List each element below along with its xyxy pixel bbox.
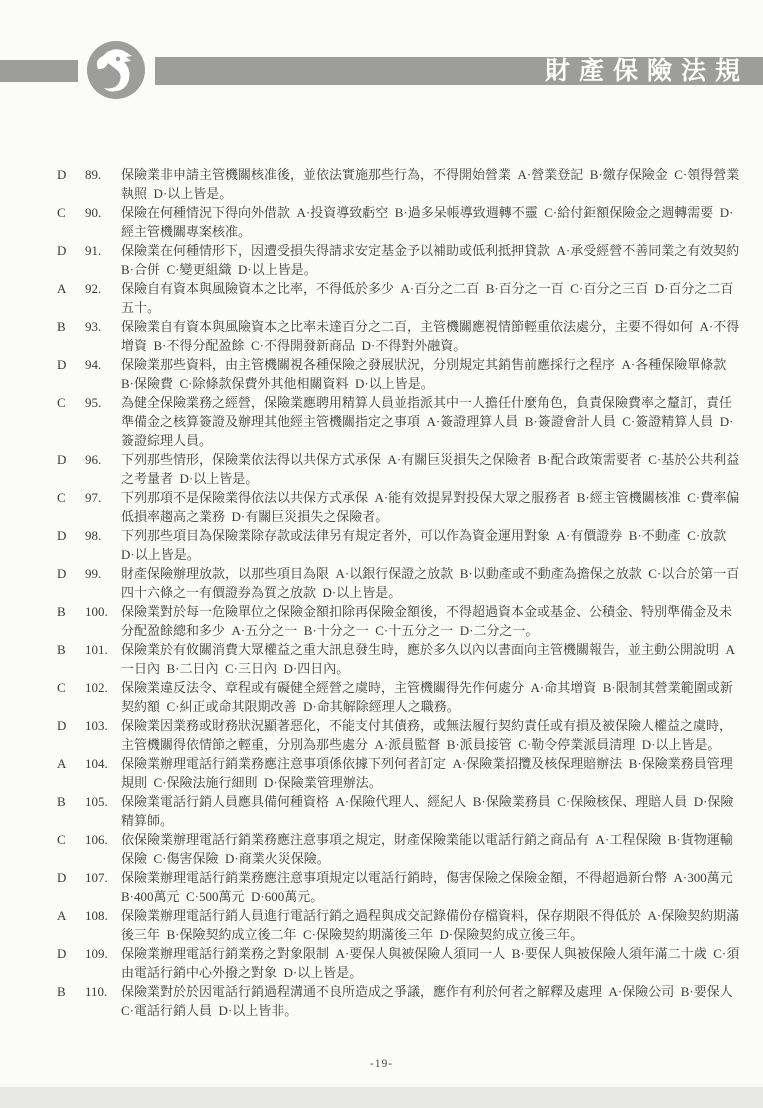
question-text: 保險業對於於因電話行銷過程溝通不良所造成之爭議，應作有利於何者之解釋及處理 A·保險公司 B·要保人 C·電話行銷人員 D·以上皆非。 — [121, 984, 740, 1018]
question-number: 93. — [85, 319, 102, 334]
answer-letter: C — [57, 395, 66, 410]
question-row — [57, 241, 746, 279]
question-row — [57, 830, 741, 868]
question-text: 保險在何種情況下得向外借款 A·投資導致虧空 B·過多呆帳導致週轉不靈 C·給付鉅額保險金之週轉需要 D·經主管機關專案核准。 — [121, 205, 734, 239]
question-list — [0, 140, 763, 1020]
question-text: 保險業在何種情形下，因遭受損失得請求安定基金予以補助或低利抵押貸款 A·承受經營不善同業之有效契約 B·合併 C·變更組織 D·以上皆是。 — [121, 243, 746, 277]
page-header — [0, 0, 763, 140]
answer-letter: A — [57, 756, 67, 771]
question-text: 財產保險辦理放款，以那些項目為限 A·以銀行保證之放款 B·以動產或不動產為擔保之放款 C·以合於第一百四十六條之一有價證券為質之放款 D·以上皆是。 — [121, 566, 740, 600]
question-number: 105. — [85, 794, 108, 809]
question-text: 保險業辦理電話行銷業務應注意事項規定以電話行銷時，傷害保險之保險金額，不得超過新台幣 A·300萬元 B·400萬元 C·500萬元 D·600萬元。 — [121, 870, 740, 904]
question-text: 保險業於有攸關消費大眾權益之重大訊息發生時，應於多久以內以書面向主管機關報告，並主動公開說明 A一日內 B·二日內 C·三日內 D·四日內。 — [121, 642, 735, 676]
question-number: 109. — [85, 946, 108, 961]
question-number: 107. — [85, 870, 108, 885]
question-row — [57, 317, 741, 355]
dragon-logo-icon — [87, 41, 145, 99]
question-number: 106. — [85, 832, 108, 847]
question-number: 101. — [85, 642, 108, 657]
question-text: 下列那些項目為保險業除存款或法律另有規定者外，可以作為資金運用對象 A·有價證券 B·不動產 C·放款 D·以上皆是。 — [121, 528, 733, 562]
answer-letter: C — [57, 832, 66, 847]
question-number: 104. — [85, 756, 108, 771]
answer-letter: B — [57, 319, 66, 334]
answer-letter: D — [57, 528, 67, 543]
question-row — [57, 678, 741, 716]
answer-letter: D — [57, 243, 67, 258]
question-row — [57, 640, 741, 678]
question-number: 89. — [85, 167, 102, 182]
question-text: 保險業自有資本與風險資本之比率未達百分之二百，主管機關應視情節輕重依法處分，主要不得如何 A·不得增資 B·不得分配盈餘 C·不得開發新商品 D·不得對外融資。 — [121, 319, 740, 353]
answer-letter: B — [57, 604, 66, 619]
question-number: 108. — [85, 908, 108, 923]
question-row — [57, 393, 741, 450]
question-row — [57, 165, 741, 203]
answer-letter: B — [57, 984, 66, 999]
question-text: 保險業因業務或財務狀況顯著惡化，不能支付其債務，或無法履行契約責任或有損及被保險人權益之虞時，主管機關得依情節之輕重，分別為那些處分 A·派員監督 B·派員接管 C·勒令停業派員清理 D·以上皆是。 — [121, 718, 733, 752]
answer-letter: C — [57, 680, 66, 695]
question-row — [57, 944, 741, 982]
header-banner — [155, 57, 763, 85]
question-number: 91. — [85, 243, 102, 258]
question-text: 保險業違反法令、章程或有礙健全經營之虞時，主管機關得先作何處分 A·命其增資 B·限制其營業範圍或新契約額 C·糾正或命其限期改善 D·命其解除經理人之職務。 — [121, 680, 733, 714]
question-number: 110. — [85, 984, 108, 999]
answer-letter: A — [57, 281, 67, 296]
answer-letter: C — [57, 490, 66, 505]
answer-letter: D — [57, 870, 67, 885]
page-title: 財產保險法規 — [544, 57, 749, 85]
question-number: 94. — [85, 357, 102, 372]
question-row — [57, 526, 741, 564]
scan-edge-shadow — [0, 1087, 763, 1108]
question-row — [57, 754, 741, 792]
question-text: 保險業辦理電話行銷業務應注意事項係依據下列何者訂定 A·保險業招攬及核保理賠辦法 B·保險業務員管理規則 C·保險法施行細則 D·保險業管理辦法。 — [121, 756, 733, 790]
question-row — [57, 602, 741, 640]
question-text: 依保險業辦理電話行銷業務應注意事項之規定，財產保險業能以電話行銷之商品有 A·工程保險 B·貨物運輸保險 C·傷害保險 D·商業火災保險。 — [121, 832, 733, 866]
question-row — [57, 355, 741, 393]
answer-letter: D — [57, 452, 67, 467]
question-text: 保險業非申請主管機關核准後，並依法實施那些行為，不得開始營業 A·營業登記 B·繳存保險金 C·領得營業執照 D·以上皆是。 — [121, 167, 740, 201]
question-number: 97. — [85, 490, 102, 505]
answer-letter: D — [57, 718, 67, 733]
question-row — [57, 564, 741, 602]
question-text: 保險業那些資料，由主管機關視各種保險之發展狀況，分別規定其銷售前應採行之程序 A·各種保險單條款 B·保險費 C·除條款保費外其他相關資料 D·以上皆是。 — [121, 357, 733, 391]
answer-letter: B — [57, 794, 66, 809]
question-text: 保險業辦理電話行銷人員進行電話行銷之過程與成交記錄備份存檔資料，保存期限不得低於 A·保險契約期滿後三年 B·保險契約成立後二年 C·保險契約期滿後三年 D·保險契約成立後三年。 — [121, 908, 740, 942]
question-number: 100. — [85, 604, 108, 619]
question-text: 保險業電話行銷人員應具備何種資格 A·保險代理人、經紀人 B·保險業務員 C·保險核保、理賠人員 D·保險精算師。 — [121, 794, 734, 828]
question-text: 保險業辦理電話行銷業務之對象限制 A·要保人與被保險人須同一人 B·要保人與被保險人須年滿二十歲 C·須由電話行銷中心外撥之對象 D·以上皆是。 — [121, 946, 740, 980]
answer-letter: D — [57, 167, 67, 182]
question-row — [57, 488, 741, 526]
question-number: 92. — [85, 281, 102, 296]
question-number: 103. — [85, 718, 108, 733]
question-number: 102. — [85, 680, 108, 695]
question-text: 下列那些情形，保險業依法得以共保方式承保 A·有關巨災損失之保險者 B·配合政策需要者 C·基於公共利益之考量者 D·以上皆是。 — [121, 452, 740, 486]
question-number: 98. — [85, 528, 102, 543]
question-row — [57, 279, 741, 317]
question-row — [57, 982, 741, 1020]
question-number: 95. — [85, 395, 102, 410]
answer-letter: A — [57, 908, 67, 923]
question-number: 96. — [85, 452, 102, 467]
answer-letter: C — [57, 205, 66, 220]
question-text: 保險自有資本與風險資本之比率，不得低於多少 A·百分之二百 B·百分之一百 C·百分之三百 D·百分之二百五十。 — [121, 281, 734, 315]
question-row — [57, 792, 741, 830]
question-row — [57, 716, 741, 754]
answer-letter: D — [57, 357, 67, 372]
question-number: 90. — [85, 205, 102, 220]
question-text: 下列那項不是保險業得依法以共保方式承保 A·能有效提昇對投保大眾之服務者 B·經主管機關核准 C·費率偏低損率趨高之業務 D·有關巨災損失之保險者。 — [121, 490, 740, 524]
header-rule-left — [0, 60, 78, 82]
question-row — [57, 203, 741, 241]
answer-letter: D — [57, 946, 67, 961]
question-number: 99. — [85, 566, 102, 581]
question-row — [57, 868, 741, 906]
question-row — [57, 450, 741, 488]
question-row — [57, 906, 741, 944]
answer-letter: D — [57, 566, 67, 581]
page-number: -19- — [369, 1058, 394, 1070]
question-text: 為健全保險業務之經營，保險業應聘用精算人員並指派其中一人擔任什麼角色，負責保險費率之釐訂，責任準備金之核算簽證及辦理其他經主管機關指定之事項 A·簽證理算人員 B·簽證會計人員 C·簽證精算人員 D·簽證綜理人員。 — [121, 395, 734, 448]
answer-letter: B — [57, 642, 66, 657]
question-text: 保險業對於每一危險單位之保險金額扣除再保險金額後，不得超過資本金或基金、公積金、特別準備金及未分配盈餘總和多少 A·五分之一 B·十分之一 C·十五分之一 D·二分之一。 — [121, 604, 733, 638]
